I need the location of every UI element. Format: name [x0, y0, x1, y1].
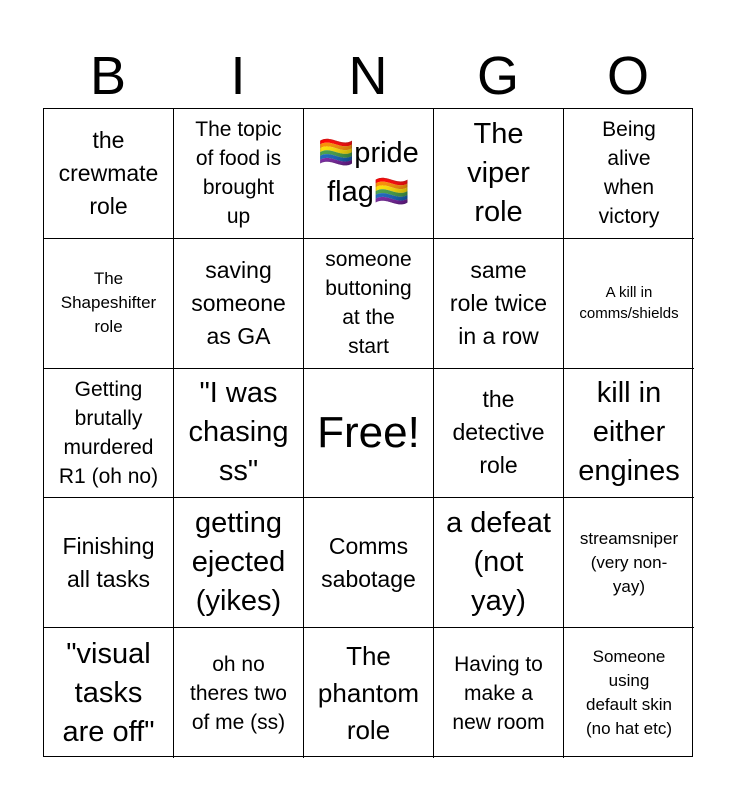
cell-text: the crewmate role [58, 126, 159, 219]
free-cell[interactable] [304, 369, 434, 499]
cell-text: Being alive when victory [598, 118, 660, 229]
cell-text: Getting brutally murdered R1 (oh no) [58, 377, 159, 488]
cell-text: 🏳️‍🌈pride flag🏳️‍🌈 [318, 137, 419, 209]
cell-text: Someone using default skin (no hat etc) [586, 647, 672, 739]
free-text: Free! [317, 407, 420, 457]
cell-text: the detective role [452, 386, 545, 479]
bingo-cell[interactable] [44, 109, 174, 239]
bingo-cell[interactable] [304, 109, 434, 239]
cell-text: Finishing all tasks [62, 532, 155, 592]
bingo-cell[interactable] [174, 628, 304, 758]
cell-text: same role twice in a row [449, 256, 548, 349]
cell-text: The topic of food is brought up [195, 118, 282, 229]
cell-text: someone buttoning at the start [325, 248, 412, 359]
bingo-cell[interactable] [44, 498, 174, 628]
cell-text: getting ejected (yikes) [191, 507, 286, 618]
header-letter-n: N [348, 46, 388, 106]
cell-text: The Shapeshifter role [60, 269, 157, 337]
bingo-cell[interactable] [174, 369, 304, 499]
bingo-cell[interactable] [304, 628, 434, 758]
cell-text: Comms sabotage [321, 532, 416, 592]
cell-text: kill in either engines [578, 377, 680, 488]
cell-text: "I was chasing ss" [188, 377, 289, 488]
bingo-header [43, 44, 693, 108]
bingo-cell[interactable] [44, 369, 174, 499]
bingo-cell[interactable] [304, 239, 434, 369]
bingo-cell[interactable] [564, 239, 694, 369]
bingo-cell[interactable] [44, 239, 174, 369]
bingo-cell[interactable] [434, 628, 564, 758]
cell-text: saving someone as GA [191, 256, 286, 349]
cell-text: oh no theres two of me (ss) [190, 652, 287, 734]
cell-text: a defeat (not yay) [446, 507, 551, 618]
bingo-cell[interactable] [434, 109, 564, 239]
cell-text: The viper role [467, 117, 530, 228]
bingo-card [43, 108, 693, 757]
header-letter-i: I [230, 46, 246, 106]
bingo-cell[interactable] [434, 239, 564, 369]
bingo-cell[interactable] [44, 628, 174, 758]
bingo-cell[interactable] [564, 628, 694, 758]
bingo-cell[interactable] [564, 369, 694, 499]
header-letter-b: B [89, 46, 127, 106]
bingo-cell[interactable] [564, 109, 694, 239]
bingo-cell[interactable] [174, 239, 304, 369]
cell-text: Having to make a new room [452, 652, 545, 734]
cell-text: A kill in comms/shields [579, 284, 679, 323]
cell-text: "visual tasks are off" [62, 637, 155, 748]
bingo-cell[interactable] [564, 498, 694, 628]
header-letter-g: G [476, 46, 519, 106]
bingo-cell[interactable] [304, 498, 434, 628]
bingo-cell[interactable] [174, 498, 304, 628]
cell-text: streamsniper (very non- yay) [579, 528, 679, 596]
header-letter-o: O [606, 46, 649, 106]
cell-text: The phantom role [317, 640, 420, 745]
bingo-cell[interactable] [434, 369, 564, 499]
bingo-cell[interactable] [434, 498, 564, 628]
bingo-cell[interactable] [174, 109, 304, 239]
